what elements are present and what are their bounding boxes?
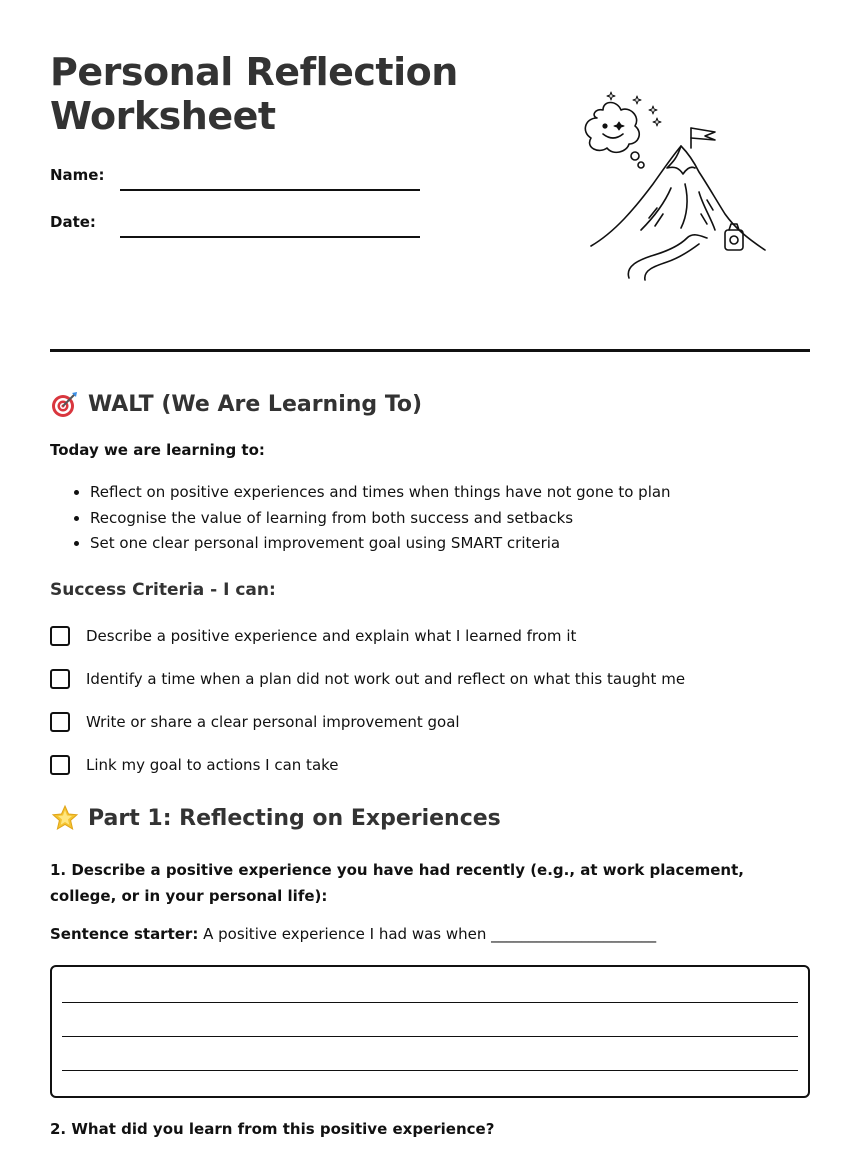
sparkle-4 (653, 118, 661, 126)
lantern-body (725, 230, 743, 250)
criteria-text: Link my goal to actions I can take (86, 756, 339, 774)
answer-box[interactable] (50, 965, 810, 1098)
criteria-item (50, 755, 339, 775)
criteria-checkbox[interactable] (50, 669, 70, 689)
part1-heading (50, 803, 501, 833)
target-dart-icon (50, 389, 80, 419)
walt-heading-text: WALT (We Are Learning To) (88, 391, 423, 417)
success-criteria-heading: Success Criteria - I can: (50, 580, 276, 600)
trail-left (628, 235, 707, 278)
walt-heading (50, 389, 422, 419)
sentence-starter (50, 925, 656, 943)
cloud-eye-left (603, 124, 607, 128)
sparkle-3 (649, 106, 657, 114)
criteria-text: Identify a time when a plan did not work out and reflect on what this taught me (86, 670, 686, 688)
question-2: 2. What did you learn from this positive experience? (50, 1120, 495, 1138)
flag (691, 128, 715, 140)
list-item: • Reflect on positive experiences and times when things have not gone to plan (90, 480, 671, 506)
criteria-text: Write or share a clear personal improvement goal (86, 713, 460, 731)
trail-right (645, 244, 699, 280)
thought-bubble-large (631, 152, 639, 160)
list-item: • Set one clear personal improvement goal using SMART criteria (90, 531, 671, 557)
criteria-item (50, 626, 576, 646)
title-line-2: Worksheet (50, 94, 276, 138)
writing-line (62, 1002, 798, 1003)
criteria-checkbox[interactable] (50, 626, 70, 646)
name-label: Name: (50, 166, 105, 184)
header-divider (50, 349, 810, 352)
sparkle-2 (633, 96, 641, 104)
writing-line (62, 1070, 798, 1071)
title-line-1: Personal Reflection (50, 50, 458, 94)
glowing-star-icon (50, 803, 80, 833)
criteria-checkbox[interactable] (50, 755, 70, 775)
page-title (50, 50, 458, 138)
walt-intro: Today we are learning to: (50, 441, 265, 459)
date-label: Date: (50, 213, 96, 231)
mountain-outline (591, 146, 765, 250)
thought-cloud (585, 103, 639, 153)
criteria-text: Describe a positive experience and explain what I learned from it (86, 627, 577, 645)
lantern-glass (730, 236, 738, 244)
mountain-hatch-1 (649, 208, 663, 226)
question-1: 1. Describe a positive experience you have had recently (e.g., at work placement, college, or in your personal life): (50, 861, 744, 905)
criteria-item (50, 712, 460, 732)
mountain-illustration (575, 88, 775, 284)
name-input[interactable] (120, 167, 420, 191)
date-input[interactable] (120, 214, 420, 238)
mountain-ridge-2 (681, 184, 687, 228)
criteria-item (50, 669, 685, 689)
part1-heading-text: Part 1: Reflecting on Experiences (88, 805, 501, 831)
mountain-snowcap (667, 146, 695, 174)
sentence-starter-label: Sentence starter: (50, 925, 199, 943)
cloud-smile (603, 134, 623, 138)
sparkle-1 (607, 92, 615, 100)
thought-bubble-small (638, 162, 644, 168)
cloud-star-eye (614, 122, 624, 130)
sentence-starter-text: A positive experience I had was when ______________________ (198, 925, 657, 943)
criteria-checkbox[interactable] (50, 712, 70, 732)
writing-line (62, 1036, 798, 1037)
list-item: • Recognise the value of learning from both success and setbacks (90, 506, 671, 532)
walt-bullet-list (50, 480, 671, 557)
